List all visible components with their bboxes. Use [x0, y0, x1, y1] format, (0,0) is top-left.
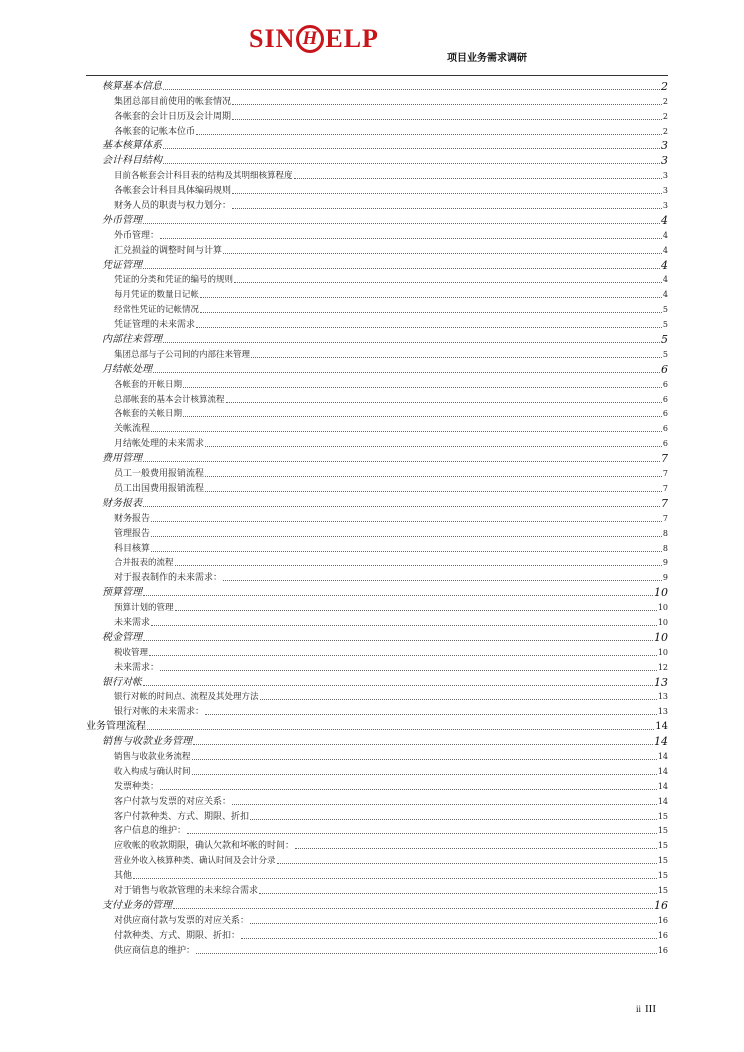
toc-entry-page: 10: [654, 586, 668, 600]
toc-entry[interactable]: [86, 480, 668, 495]
toc-entry-title: 凭证管理的未来需求: [114, 320, 196, 331]
toc-entry-page: 16: [657, 930, 668, 940]
toc-entry-title: 税金管理: [102, 631, 142, 643]
toc-entry-page: 6: [662, 409, 668, 419]
toc-entry[interactable]: [86, 778, 668, 793]
toc-entry-title: 销售与收款业务流程: [114, 751, 191, 762]
toc-entry-title: 内部往来管理: [102, 334, 162, 346]
toc-entry[interactable]: [86, 316, 668, 331]
toc-entry-page: 7: [662, 483, 668, 493]
toc-dot-leader: [183, 386, 662, 388]
toc-entry-page: 3: [662, 171, 668, 181]
toc-entry[interactable]: [86, 108, 668, 123]
toc-dot-leader: [187, 832, 657, 834]
toc-entry[interactable]: [86, 882, 668, 897]
toc-entry-title: 对供应商付款与发票的对应关系：: [114, 915, 250, 926]
toc-entry-page: 6: [661, 362, 668, 376]
toc-dot-leader: [192, 758, 657, 760]
toc-entry-page: 10: [657, 617, 668, 627]
toc-entry[interactable]: [86, 257, 668, 272]
toc-entry-title: 各帐套的记帐本位币: [114, 126, 196, 137]
toc-entry-title: 银行对帐的时间点、流程及其处理方法: [114, 692, 259, 703]
toc-entry[interactable]: [86, 555, 668, 570]
logo-text-sin: SIN: [249, 24, 296, 53]
toc-dot-leader: [160, 788, 657, 790]
toc-entry[interactable]: [86, 942, 668, 957]
toc-dot-leader: [143, 460, 660, 462]
toc-entry[interactable]: [86, 286, 668, 301]
toc-entry-page: 4: [661, 213, 668, 227]
toc-entry-page: 14: [657, 751, 668, 761]
toc-entry[interactable]: [86, 525, 668, 540]
toc-entry-title: 员工出国费用报销流程: [114, 483, 205, 494]
toc-entry[interactable]: [86, 837, 668, 852]
toc-dot-leader: [260, 698, 657, 700]
toc-entry[interactable]: [86, 212, 668, 227]
toc-entry[interactable]: [86, 659, 668, 674]
toc-dot-leader: [143, 505, 660, 507]
toc-entry-title: 月结帐处理的未来需求: [114, 439, 205, 450]
toc-dot-leader: [163, 88, 660, 90]
toc-entry[interactable]: [86, 763, 668, 778]
toc-entry-title: 汇兑损益的调整时间与计算: [114, 245, 223, 256]
toc-dot-leader: [223, 252, 662, 254]
toc-dot-leader: [232, 803, 657, 805]
toc-entry[interactable]: [86, 301, 668, 316]
toc-entry-page: 3: [661, 154, 668, 168]
toc-entry[interactable]: [86, 138, 668, 153]
toc-entry-page: 8: [662, 543, 668, 553]
toc-dot-leader: [205, 490, 662, 492]
toc-entry-page: 6: [662, 379, 668, 389]
toc-entry[interactable]: [86, 808, 668, 823]
header-rule: [86, 75, 668, 76]
toc-entry-page: 15: [657, 811, 668, 821]
toc-entry-page: 2: [661, 79, 668, 93]
toc-entry-title: 客户付款种类、方式、期限、折扣: [114, 811, 250, 822]
toc-dot-leader: [259, 892, 657, 894]
toc-entry-page: 8: [662, 528, 668, 538]
toc-entry-title: 对于报表制作的未来需求：: [114, 573, 223, 584]
toc-entry-page: 14: [654, 735, 668, 749]
toc-dot-leader: [149, 654, 657, 656]
toc-entry-page: 15: [657, 856, 668, 866]
toc-entry[interactable]: [86, 569, 668, 584]
toc-entry-title: 财务报告: [114, 513, 151, 524]
toc-entry[interactable]: [86, 599, 668, 614]
toc-entry-page: 13: [654, 675, 668, 689]
toc-entry-page: 15: [657, 885, 668, 895]
footer-page-roman: III: [645, 1003, 657, 1015]
toc-entry-page: 5: [662, 320, 668, 330]
toc-entry-title: 科目核算: [114, 543, 151, 554]
toc-dot-leader: [226, 401, 662, 403]
toc-entry[interactable]: [86, 927, 668, 942]
toc-entry-page: 13: [657, 692, 668, 702]
toc-dot-leader: [163, 162, 660, 164]
toc-entry-page: 16: [654, 898, 668, 912]
toc-entry-title: 未来需求：: [114, 662, 160, 673]
toc-entry-title: 各帐套的关帐日期: [114, 409, 183, 420]
toc-dot-leader: [175, 564, 662, 566]
toc-entry[interactable]: [86, 78, 668, 93]
toc-dot-leader: [196, 952, 657, 954]
toc-dot-leader: [151, 535, 662, 537]
table-of-contents: [86, 78, 668, 957]
toc-dot-leader: [151, 624, 657, 626]
toc-dot-leader: [205, 445, 662, 447]
toc-entry[interactable]: [86, 629, 668, 644]
toc-entry-title: 银行对帐: [102, 676, 142, 688]
toc-entry-page: 7: [662, 469, 668, 479]
toc-dot-leader: [295, 847, 657, 849]
toc-dot-leader: [147, 728, 654, 730]
toc-entry-title: 其他: [114, 871, 133, 882]
toc-dot-leader: [163, 341, 660, 343]
toc-entry-title: 营业外收入核算种类、确认时间及会计分录: [114, 856, 276, 867]
toc-dot-leader: [223, 579, 662, 581]
toc-entry[interactable]: [86, 420, 668, 435]
toc-entry-page: 7: [661, 452, 668, 466]
toc-entry-page: 4: [661, 258, 668, 272]
toc-dot-leader: [232, 207, 662, 209]
toc-entry-title: 集团总部与子公司间的内部往来管理: [114, 349, 251, 360]
toc-entry-title: 各帐套的开帐日期: [114, 379, 183, 390]
toc-dot-leader: [193, 743, 653, 745]
toc-entry[interactable]: [86, 391, 668, 406]
toc-entry-title: 管理报告: [114, 528, 151, 539]
toc-entry[interactable]: [86, 435, 668, 450]
toc-entry[interactable]: [86, 674, 668, 689]
toc-entry-page: 7: [662, 513, 668, 523]
toc-entry-title: 客户付款与发票的对应关系：: [114, 796, 232, 807]
toc-entry[interactable]: [86, 718, 668, 733]
toc-dot-leader: [196, 326, 662, 328]
toc-entry[interactable]: [86, 748, 668, 763]
toc-entry-title: 外币管理: [102, 214, 142, 226]
toc-dot-leader: [153, 371, 660, 373]
toc-entry-page: 3: [662, 186, 668, 196]
toc-entry[interactable]: [86, 823, 668, 838]
toc-dot-leader: [160, 669, 657, 671]
toc-dot-leader: [232, 192, 662, 194]
toc-dot-leader: [163, 147, 660, 149]
toc-entry-page: 7: [661, 496, 668, 510]
toc-entry-page: 5: [661, 333, 668, 347]
toc-entry-title: 合并报表的流程: [114, 558, 174, 569]
toc-entry-title: 集团总部目前使用的帐套情况: [114, 96, 232, 107]
toc-entry-title: 付款种类、方式、期限、折扣：: [114, 930, 241, 941]
toc-entry-title: 支付业务的管理: [102, 899, 172, 911]
toc-dot-leader: [251, 356, 662, 358]
toc-entry[interactable]: [86, 93, 668, 108]
toc-entry-title: 预算计划的管理: [114, 603, 174, 614]
toc-entry[interactable]: [86, 123, 668, 138]
toc-entry-page: 2: [662, 126, 668, 136]
toc-dot-leader: [175, 609, 657, 611]
toc-entry-page: 4: [662, 245, 668, 255]
toc-entry-title: 核算基本信息: [102, 80, 162, 92]
toc-dot-leader: [232, 118, 662, 120]
toc-dot-leader: [173, 907, 653, 909]
toc-dot-leader: [151, 520, 662, 522]
toc-entry-page: 6: [662, 394, 668, 404]
toc-entry-page: 16: [657, 945, 668, 955]
toc-entry[interactable]: [86, 272, 668, 287]
toc-entry-page: 5: [662, 349, 668, 359]
toc-dot-leader: [196, 133, 662, 135]
toc-entry-page: 4: [662, 275, 668, 285]
toc-entry-title: 销售与收款业务管理: [102, 736, 192, 748]
toc-entry-page: 16: [657, 915, 668, 925]
toc-entry-page: 4: [662, 230, 668, 240]
toc-entry-title: 预算管理: [102, 587, 142, 599]
toc-entry[interactable]: [86, 644, 668, 659]
toc-entry-title: 凭证的分类和凭证的编号的规则: [114, 275, 234, 286]
toc-entry-title: 员工一般费用报销流程: [114, 469, 205, 480]
toc-entry[interactable]: [86, 346, 668, 361]
toc-entry[interactable]: [86, 584, 668, 599]
toc-entry[interactable]: [86, 197, 668, 212]
page-footer: [636, 1003, 656, 1015]
toc-entry-title: 业务管理流程: [86, 721, 146, 733]
logo-text-elp: ELP: [325, 24, 379, 53]
toc-entry-page: 10: [654, 630, 668, 644]
logo-circle-h: H: [296, 25, 324, 53]
toc-dot-leader: [250, 922, 657, 924]
toc-entry[interactable]: [86, 465, 668, 480]
toc-entry-page: 14: [657, 766, 668, 776]
toc-entry[interactable]: [86, 703, 668, 718]
toc-entry-title: 月结帐处理: [102, 363, 152, 375]
toc-entry-page: 14: [655, 721, 668, 733]
toc-entry[interactable]: [86, 242, 668, 257]
toc-dot-leader: [277, 862, 657, 864]
toc-dot-leader: [200, 296, 662, 298]
toc-entry-page: 10: [657, 647, 668, 657]
toc-entry-title: 收入构成与确认时间: [114, 766, 191, 777]
toc-entry[interactable]: [86, 227, 668, 242]
toc-dot-leader: [151, 430, 662, 432]
toc-entry[interactable]: [86, 793, 668, 808]
toc-entry-title: 应收帐的收款期限，确认欠款和坏帐的时间：: [114, 841, 295, 852]
toc-entry-title: 费用管理: [102, 453, 142, 465]
toc-entry-page: 9: [662, 573, 668, 583]
toc-entry-title: 各帐套的会计日历及会计周期: [114, 111, 232, 122]
toc-entry[interactable]: [86, 167, 668, 182]
toc-entry-title: 银行对帐的未来需求：: [114, 707, 205, 718]
toc-dot-leader: [192, 773, 657, 775]
toc-dot-leader: [143, 222, 660, 224]
toc-entry[interactable]: [86, 510, 668, 525]
toc-entry[interactable]: [86, 152, 668, 167]
toc-entry-title: 财务人员的职责与权力划分：: [114, 201, 232, 212]
toc-entry-title: 财务报表: [102, 497, 142, 509]
toc-dot-leader: [234, 281, 662, 283]
toc-entry-title: 关帐流程: [114, 424, 151, 435]
toc-entry-title: 经常性凭证的记帐情况: [114, 305, 200, 316]
toc-entry-page: 2: [662, 111, 668, 121]
toc-entry[interactable]: [86, 912, 668, 927]
toc-entry[interactable]: [86, 406, 668, 421]
toc-entry-title: 总部帐套的基本会计核算流程: [114, 394, 225, 405]
toc-entry-page: 4: [662, 290, 668, 300]
toc-entry[interactable]: [86, 614, 668, 629]
toc-dot-leader: [183, 415, 662, 417]
toc-entry-page: 2: [662, 96, 668, 106]
toc-entry[interactable]: [86, 361, 668, 376]
toc-dot-leader: [143, 639, 653, 641]
toc-entry-page: 9: [662, 558, 668, 568]
toc-entry[interactable]: [86, 182, 668, 197]
toc-entry-title: 会计科目结构: [102, 155, 162, 167]
toc-entry-page: 14: [657, 781, 668, 791]
toc-entry-page: 10: [657, 603, 668, 613]
toc-entry-page: 3: [662, 201, 668, 211]
toc-entry-page: 3: [661, 139, 668, 153]
toc-dot-leader: [294, 177, 662, 179]
toc-entry-title: 供应商信息的维护：: [114, 945, 196, 956]
toc-dot-leader: [143, 594, 653, 596]
toc-entry[interactable]: [86, 867, 668, 882]
toc-dot-leader: [160, 237, 662, 239]
toc-entry[interactable]: [86, 450, 668, 465]
toc-entry-title: 客户信息的维护：: [114, 826, 187, 837]
toc-entry-title: 凭证管理: [102, 259, 142, 271]
toc-entry-page: 14: [657, 796, 668, 806]
toc-entry-title: 每月凭证的数量日记帐: [114, 290, 200, 301]
toc-entry[interactable]: [86, 689, 668, 704]
toc-entry-title: 目前各帐套会计科目表的结构及其明细核算程度: [114, 171, 293, 182]
toc-entry[interactable]: [86, 733, 668, 748]
toc-entry-page: 12: [657, 662, 668, 672]
toc-entry-title: 外币管理：: [114, 230, 160, 241]
toc-entry[interactable]: [86, 376, 668, 391]
toc-entry-page: 15: [657, 826, 668, 836]
toc-entry[interactable]: [86, 897, 668, 912]
toc-entry-title: 基本核算体系: [102, 140, 162, 152]
toc-entry-title: 税收管理: [114, 647, 149, 658]
toc-entry-page: 15: [657, 871, 668, 881]
toc-dot-leader: [250, 818, 657, 820]
toc-entry[interactable]: [86, 852, 668, 867]
toc-entry-page: 15: [657, 841, 668, 851]
toc-dot-leader: [205, 713, 657, 715]
toc-dot-leader: [133, 877, 657, 879]
toc-dot-leader: [143, 684, 653, 686]
toc-entry-title: 各帐套会计科目具体编码规则: [114, 186, 232, 197]
toc-dot-leader: [151, 550, 662, 552]
toc-dot-leader: [232, 103, 662, 105]
toc-dot-leader: [200, 311, 662, 313]
toc-entry-title: 未来需求: [114, 617, 151, 628]
toc-dot-leader: [143, 267, 660, 269]
toc-entry-title: 对于销售与收款管理的未来综合需求: [114, 885, 259, 896]
toc-entry-page: 13: [657, 707, 668, 717]
toc-entry[interactable]: [86, 495, 668, 510]
document-title: 项目业务需求调研: [447, 53, 527, 64]
sinhelp-logo: [249, 22, 379, 56]
toc-entry-page: 6: [662, 424, 668, 434]
toc-entry[interactable]: [86, 331, 668, 346]
toc-entry[interactable]: [86, 540, 668, 555]
toc-dot-leader: [241, 937, 657, 939]
toc-entry-page: 5: [662, 305, 668, 315]
toc-entry-page: 6: [662, 439, 668, 449]
toc-entry-title: 发票种类：: [114, 781, 160, 792]
footer-page-small: ii: [636, 1004, 642, 1014]
toc-dot-leader: [205, 475, 662, 477]
